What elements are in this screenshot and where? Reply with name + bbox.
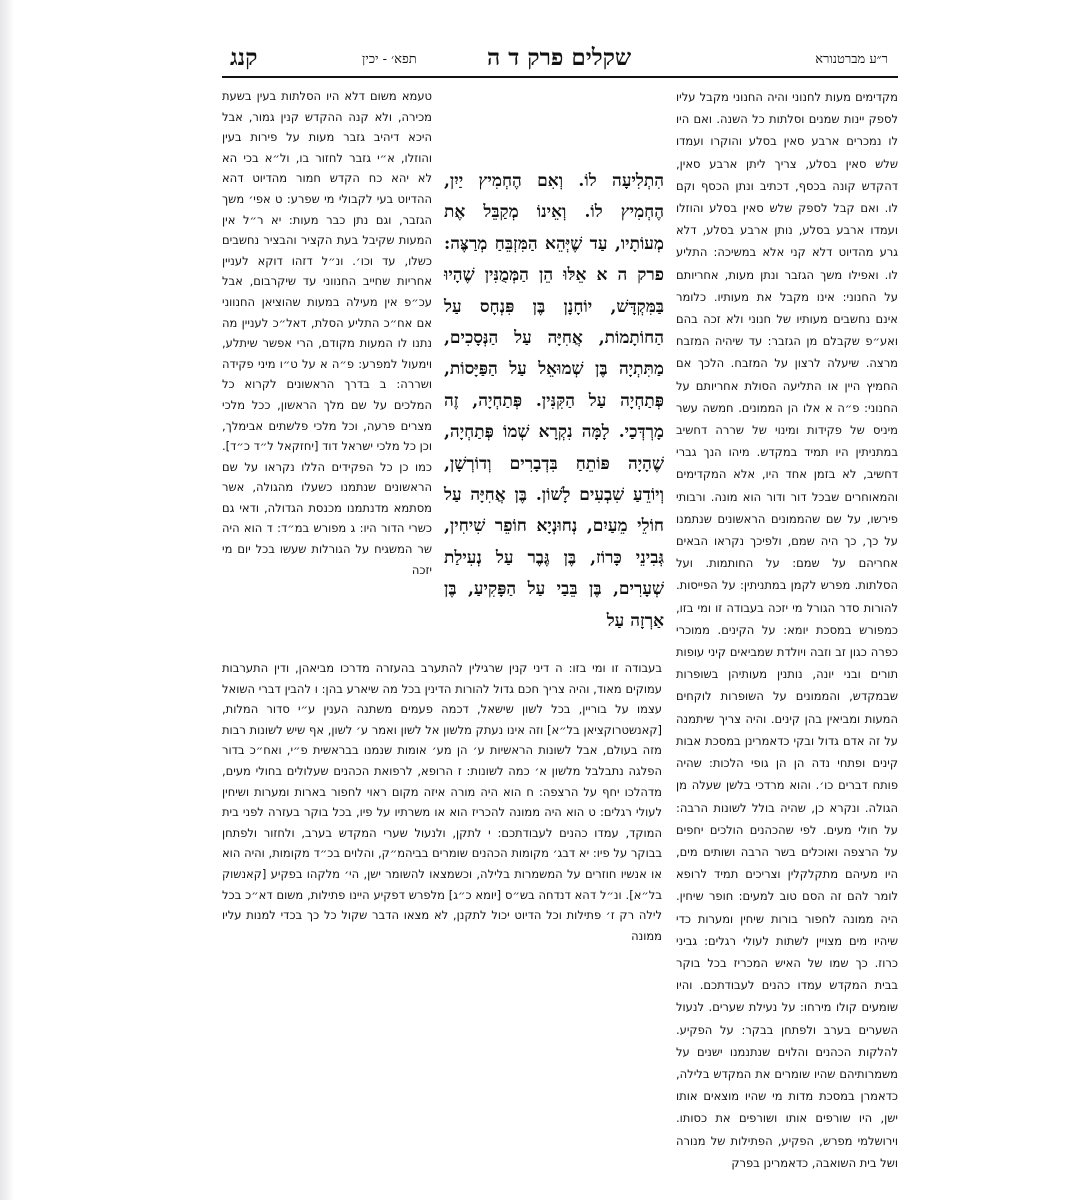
- tiferet-yisrael-commentary-bottom: בעבודה זו ומי בזו: ה דיני קנין שרגילין להתערב בהעזרה מדרכו מביאהן, ודין התערבות עמוקים מאוד, והיה צריך חכם גדול להורות הדינין בכל מה שיארע בהן: ו להבין דברי השואל עצמו על בוריין, בכל לשון שישאל, דכמה פעמים משתנה הענין ע״י סדור המלות, [קאנשטרוקציאן בל״א] וזה אינו נעתק מלשון אל לשון ואמר ע׳ לשון, אף שיש לשונות רבות מזה בעולם, אבל לשונות הראשיות ע׳ הן מע׳ אומות שנמנו בבראשית פ״י, ואח״כ בדור הפלגה נתבלבל מלשון א׳ כמה לשונות: ז הרופא, לרפואת הכהנים שעלולים בחולי מעים, מדהלכו יחף על הרצפה: ח הוא היה מורה איזה מקום ראוי לחפור בארות ומערות ושיחין לעולי רגלים: ט הוא היה ממונה להכריז הוא או משרתיו על פיו, בכל בוקר בעזרה לפני בית המוקד, עמדו כהנים לעבודתכם: י לתקן, ולנעול שערי המקדש בערב, ולחזור ולפתחן בבוקר על פיו: יא דבג׳ מקומות הכהנים שומרים בביהמ״ק, והלוים בכ״ד מקומות, והיה הוא או אנשיו חוזרים על המשמרות בלילה, וכשמצאו להשומר ישן, הי׳ מלקהו בפקיע [קאנשוק בל״א]. ונ״ל דהא דנדחה בש״ס [יומא כ״ג] מלפרש דפקיע היינו פתילות, משום דא״כ בכל לילה רק ז׳ פתילות וכל הדיוט יכול לתקנן, לא מצאו הדבר שקול כל כך בכדי למנות עליו ממונה: [222, 661, 662, 943]
- commentary-name: ר״ע מברטנורא: [815, 52, 888, 67]
- bartenura-commentary: מקדימים מעות לחנוני והיה החנוני מקבל עליו לספק יינות שמנים וסלתות כל השנה. ואם היו לו נמכרים ארבע סאין בסלע והוקרו ועמדו שלש סאין בסלע, צריך ליתן ארבע סאין, דהקדש קונה בכסף, דכתיב ונתן הכסף וקם לו. ואם קבל לספק שלש סאין בסלע והוזלו ועמדו ארבע בסלע, נותן ארבע בסלע, דלא גרע מהדיוט דלא קני אלא במשיכה: התליע לו. ואפילו משך הגזבר ונתן מעות, אחריותם על החנוני: אינו מקבל את מעותיו. כלומר אינם נחשבים מעותיו של חנוני ולא זכה בהם ואע״פ שקבלם מן הגזבר: עד שיהיה המזבח מרצה. שיעלה לרצון על המזבח. הלכך אם החמיץ היין או התליעה הסולת אחריותם על החנוני: פ״ה א אלו הן הממונים. חמשה עשר מיניס של פקידות ומינוי של שררה דחשיב במתניתין היו תמיד במקדש. מיהו הנך גברי דחשיב, לא בזמן אחד היו, אלא המקדימים והמאוחרים שבכל דור ודור הוא מונה. ורבותי פירשו, על שם שהממונים הראשונים שנתמנו על כך, כך היה שמם, ולפיכך נקראו הבאים אחריהם על שמם: על החותמות. ועל הסלתות. מפרש לקמן במתניתין: על הפייסות. להורות סדר הגורל מי יזכה בעבודה זו ומי בזו, כמפורש במסכת יומא: על הקינים. ממוכרי כפרה כגון זב וזבה ויולדת שמביאים קיני עופות תורים ובני יונה, נותנין מעותיהן בשופרות שבמקדש, והממונים על השופרות לוקחים המעות ומביאין בהן קינים. והיה צריך שיתמנה על זה אדם גדול ובקי כדאמרינן במסכת אבות קינים ופתחי נדה הן הן גופי הלכות: שהיה פותח דברים כו׳. והוא מרדכי בלשן שעלה מן הגולה. ונקרא כן, שהיה בולל לשונות הרבה: על חולי מעים. לפי שהכהנים הולכים יחפים על הרצפה ואוכלים בשר הרבה ושותים מים, היו מעיהם מתקלקלין וצריכים תמיד לרופא לומר להם זה הסם טוב למעים: חופר שיחין. היה ממונה לחפור בורות שיחין ומערות כדי שיהיו מים מצויין לשתות לעולי רגלים: גביני כרוז. כך שמו של האיש המכריז בכל בוקר בבית המקדש עמדו כהנים לעבודתכם. והיו שומעים קולו מירחו: על נעילת שערים. לנעול השערים בערב ולפתחן בבקר: על הפקיע. להלקות הכהנים והלוים שנתנמנו ישנים על משמרותיהם שהיו שומרים את המקדש בלילה, כדאמרן במסכת מדות מי שהיו מוצאים אותו ישן, היו שורפים אותו ושורפים את כסותו. וירושלמי מפרש, הפקיע, הפתילות של מנורה ושל בית השואבה, כדאמרינן בפרק: [676, 90, 898, 1170]
- talmud-page: [222, 36, 898, 1176]
- tiferet-yisrael-commentary-top: טעמא משום דלא היו הסלתות בעין בשעת מכירה, ולא קנה ההקדש קנין גמור, אבל היכא דיהיב גזבר מעות על פירות בעין והוזלו, א״י גזבר לחזור בו, ול״א בכי הא לא יהא כח הקדש חמור מהדיוט דהא ההדיוט בעי לקבולי מי שפרע: ט אפי׳ משך הגזבר, וגם נתן כבר מעות: יא ר״ל אין המעות שקיבל בעת הקציר והבציר נחשבים כשלו, עד וכו׳. ונ״ל דזהו דוקא לעניין אחריות שחייב החנווני עד שיקרבום, אבל עכ״פ אין מעילה במעות שהוציאן החנווני אם אח״כ התליע הסלת, דאל״כ לעניין מה נתנו לו המעות מקודם, הרי אפשר שיתלע, וימעול למפרע: פ״ה א על ט״ו מיני פקידה ושררה: ב בדרך הראשונים לקרוא כל המלכים על שם מלך הראשון, ככל מלכי מצרים פרעה, וכל מלכי פלשתים אבימלך, וכן כל מלכי ישראל דוד [יחזקאל ל״ד כ״ד]. כמו כן כל הפקידים הללו נקראו על שם הראשונים שנתמנו כשעלו מהגולה, אשר מסתמא מדנתמנו מכנסת הגדולה, ודאי גם כשרי הדור היו: ג מפורש במ״ד: ד הוא היה שר המשגיח על הגורלות שעשו בכל יום מי יזכה: [222, 89, 432, 577]
- tractate-title: שקלים פרק ד ה: [487, 44, 632, 71]
- commentary-range: תפא׳ - יכין: [362, 52, 417, 67]
- header-rule: [222, 76, 898, 78]
- page-header: [222, 44, 898, 74]
- mishnah-text: הִתְלִיעָה לוֹ. וְאִם הֶחְמִיץ יַיִן, הֶחְמִיץ לוֹ. וְאֵינוֹ מְקַבֵּל אֶת מְעוֹתָיו, עַד שֶׁיְּהֵא הַמִּזְבֵּחַ מְרַצֶּה: פרק ה א אֵלּוּ הֵן הַמְּמֻנִּין שֶׁהָיוּ בַּמִּקְדָּשׁ, יוֹחָנָן בֶּן פִּנְחָס עַל הַחוֹתָמוֹת, אֲחִיָּה עַל הַנְּסָכִים, מַתִּתְיָה בֶּן שְׁמוּאֵל עַל הַפַּיָּסוֹת, פְּתַחְיָה עַל הַקִּנִּין. פְּתַחְיָה, זֶה מָרְדְּכַי. לָמָּה נִקְרָא שְׁמוֹ פְּתַחְיָה, שֶׁהָיָה פּוֹתֵחַ בִּדְבָרִים וְדוֹרְשָׁן, וְיוֹדֵעַ שִׁבְעִים לָשׁוֹן. בֶּן אֲחִיָּה עַל חוֹלֵי מֵעַיִם, נְחוּנְיָא חוֹפֵר שִׁיחִין, גְּבִינֵי כָּרוֹז, בֶּן גֶּבֶר עַל נְעִילַת שְׁעָרִים, בֶּן בֵּבַי עַל הַפָּקִיעַ, בֶּן אַרְזָה עַל: [444, 171, 664, 631]
- binding-shadow: [0, 0, 14, 1200]
- folio-number: קנג: [230, 44, 258, 71]
